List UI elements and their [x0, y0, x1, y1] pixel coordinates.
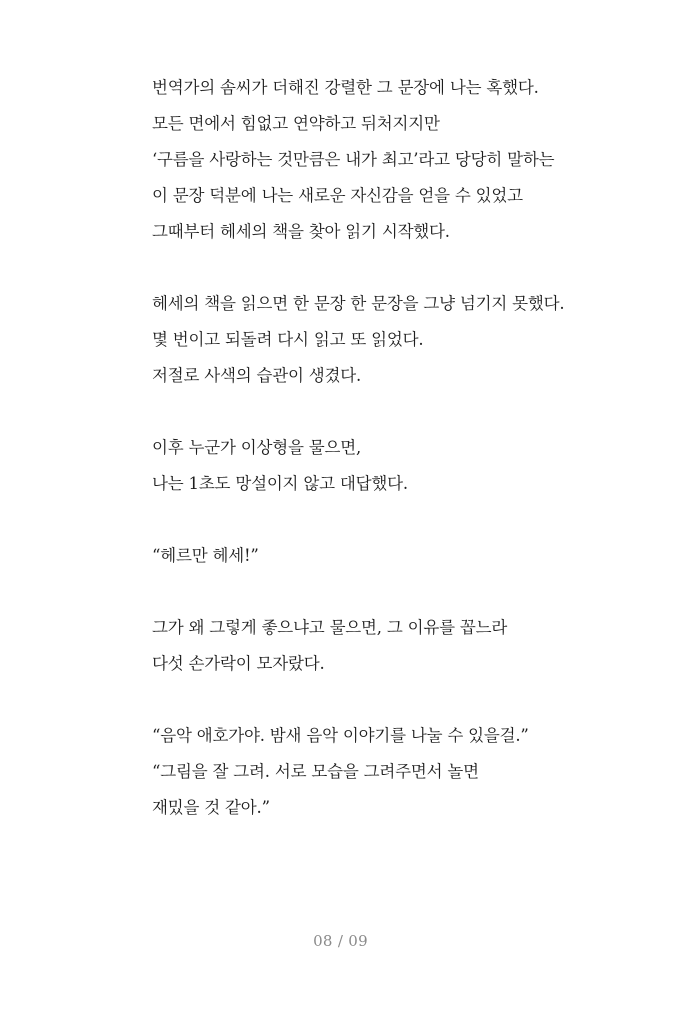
paragraph-gap [152, 250, 652, 286]
text-line: 재밌을 것 같아.” [152, 798, 270, 817]
text-line: 모든 면에서 힘없고 연약하고 뒤처지지만 [152, 114, 440, 133]
body-text [152, 70, 652, 826]
text-line: 다섯 손가락이 모자랐다. [152, 654, 325, 673]
text-line: 나는 1초도 망설이지 않고 대답했다. [152, 474, 408, 493]
text-line: 저절로 사색의 습관이 생겼다. [152, 366, 362, 385]
text-line: “헤르만 헤세!” [152, 546, 259, 565]
text-line: 그가 왜 그렇게 좋으냐고 물으면, 그 이유를 꼽느라 [152, 618, 508, 637]
text-line: 이 문장 덕분에 나는 새로운 자신감을 얻을 수 있었고 [152, 186, 523, 205]
text-line: ‘구름을 사랑하는 것만큼은 내가 최고’라고 당당히 말하는 [152, 150, 555, 169]
text-line: “그림을 잘 그려. 서로 모습을 그려주면서 놀면 [152, 762, 479, 781]
page-number: 08 / 09 [313, 932, 368, 950]
paragraph-2 [152, 286, 652, 394]
paragraph-gap [152, 682, 652, 718]
paragraph-gap [152, 574, 652, 610]
text-line: “음악 애호가야. 밤새 음악 이야기를 나눌 수 있을걸.” [152, 726, 529, 745]
paragraph-5 [152, 610, 652, 682]
text-line: 몇 번이고 되돌려 다시 읽고 또 읽었다. [152, 330, 424, 349]
paragraph-3 [152, 430, 652, 502]
paragraph-gap [152, 502, 652, 538]
paragraph-4 [152, 538, 652, 574]
text-line: 헤세의 책을 읽으면 한 문장 한 문장을 그냥 넘기지 못했다. [152, 294, 565, 313]
text-line: 이후 누군가 이상형을 물으면, [152, 438, 362, 457]
text-line: 그때부터 헤세의 책을 찾아 읽기 시작했다. [152, 222, 450, 241]
paragraph-gap [152, 394, 652, 430]
text-line: 번역가의 솜씨가 더해진 강렬한 그 문장에 나는 혹했다. [152, 78, 539, 97]
paragraph-6 [152, 718, 652, 826]
paragraph-1 [152, 70, 652, 250]
